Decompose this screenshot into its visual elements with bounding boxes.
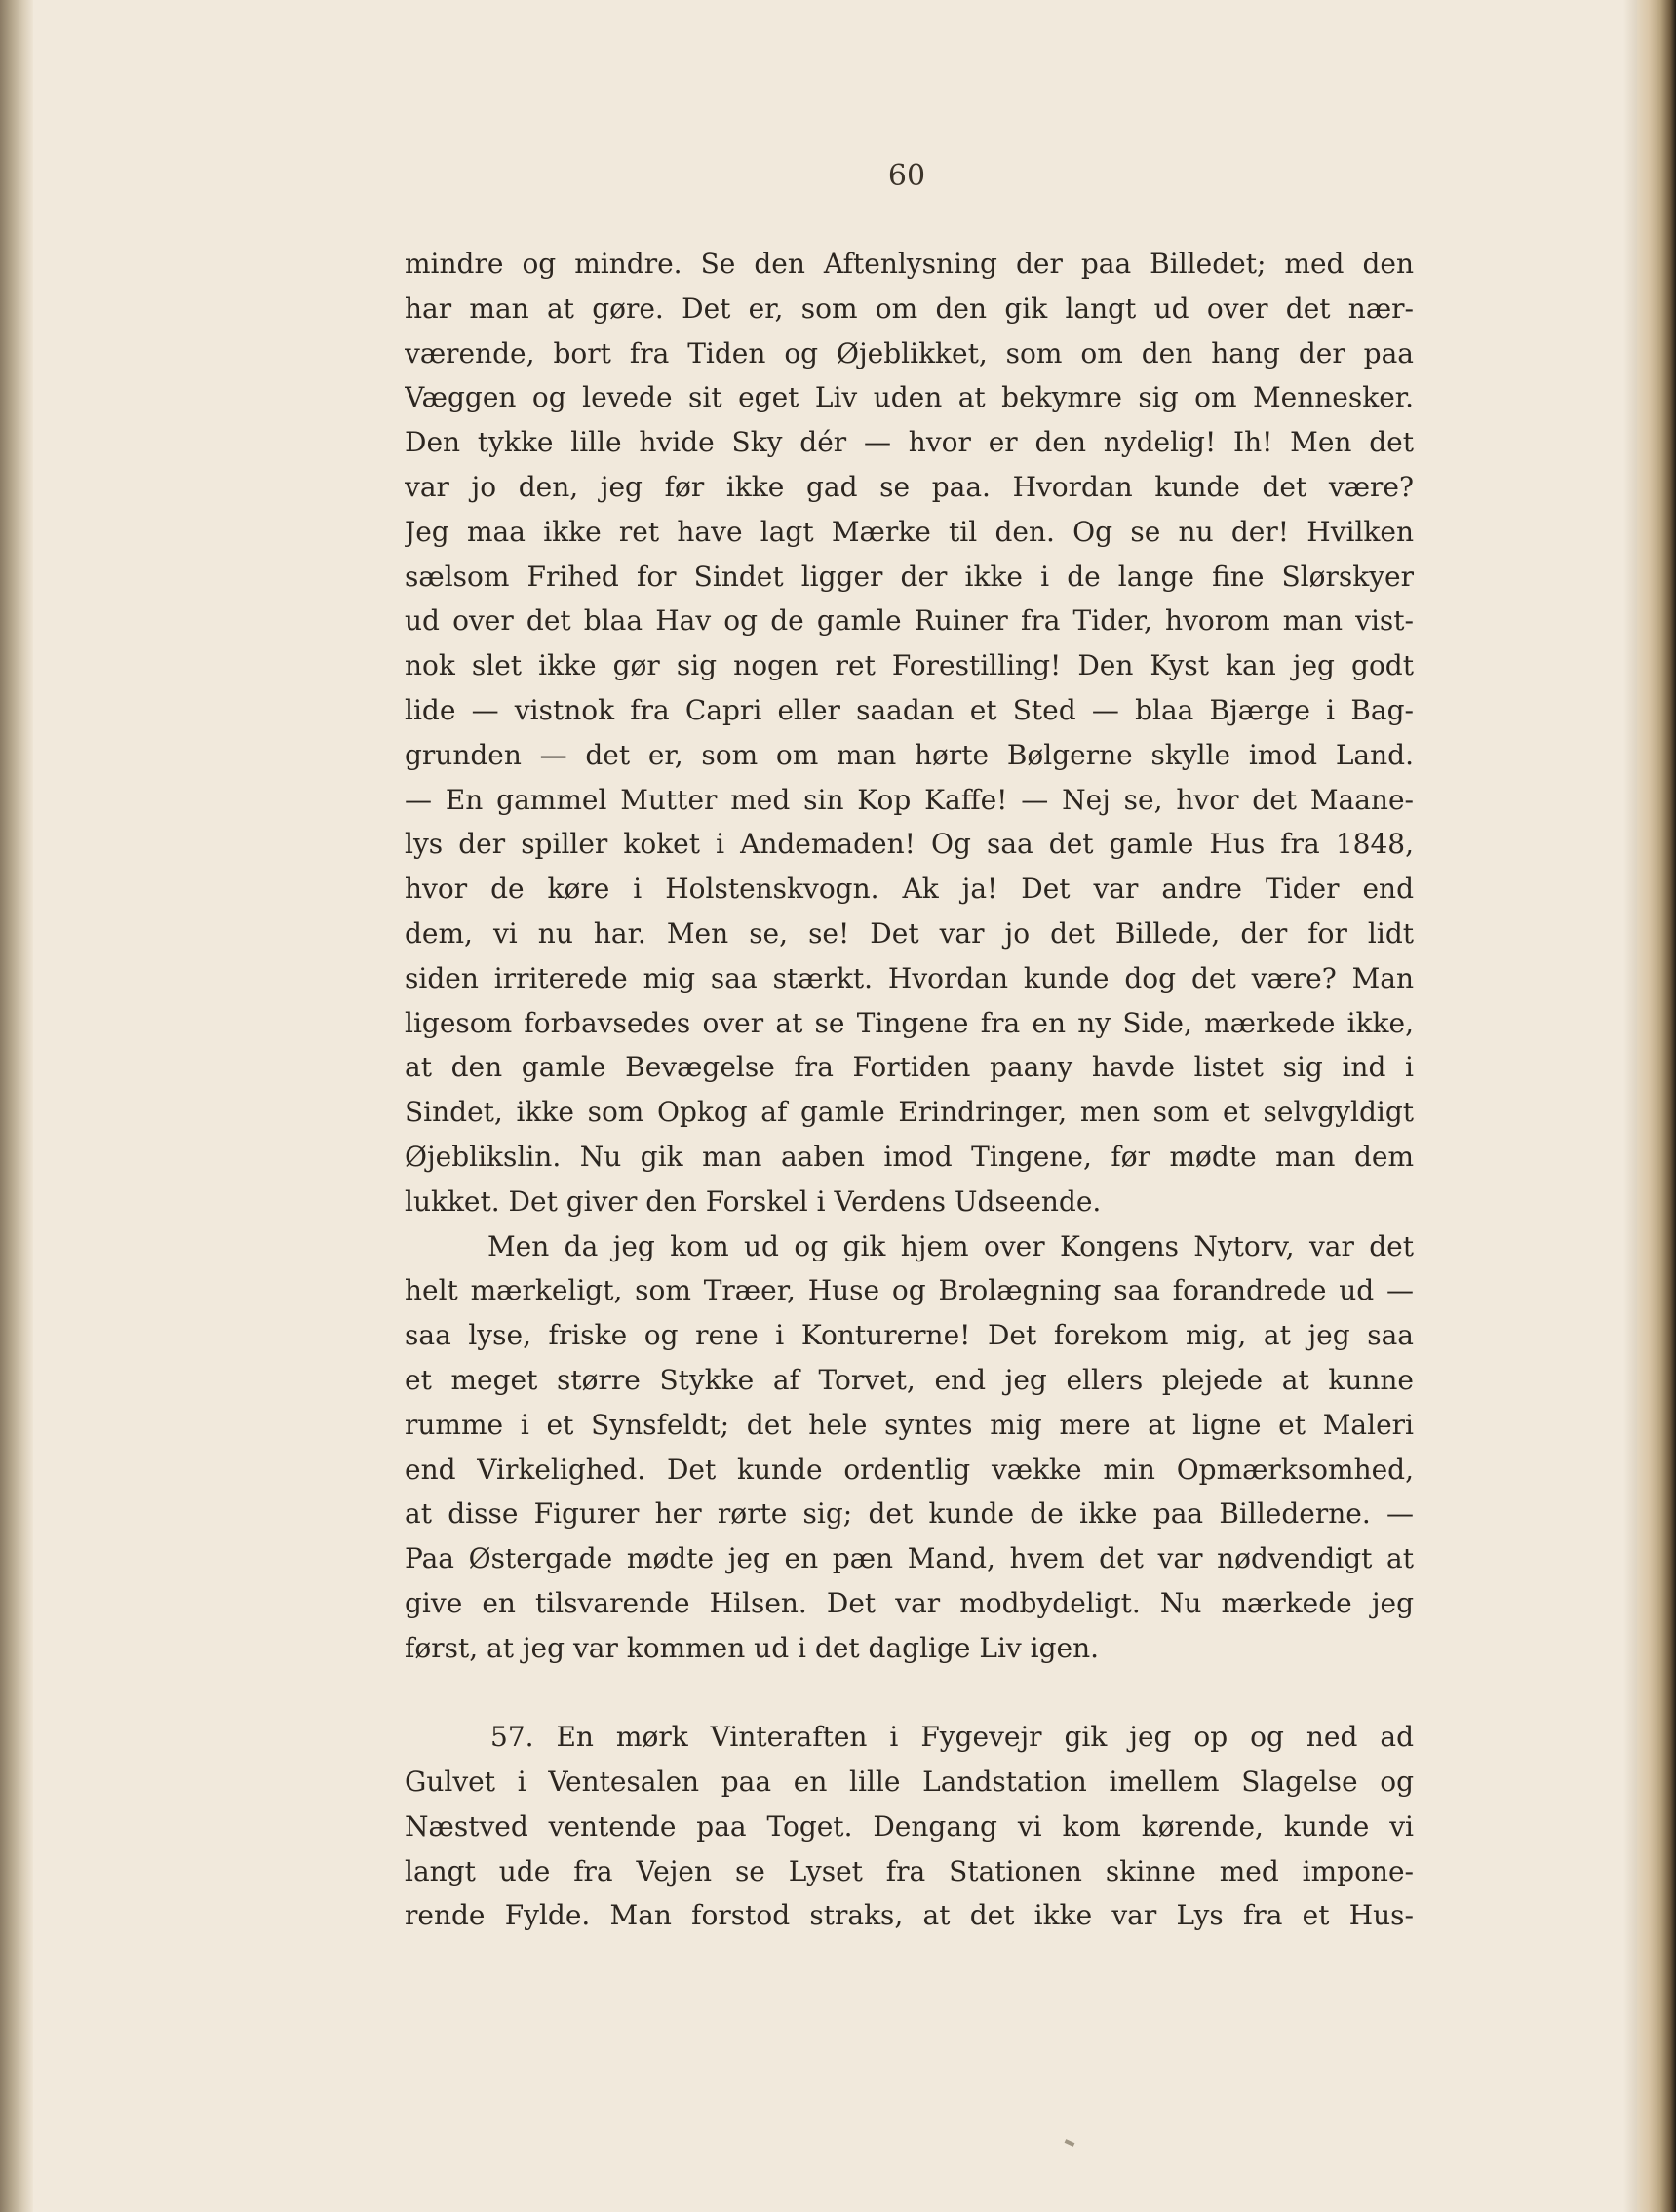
text-line: værende, bort fra Tiden og Øjeblikket, som om den hang der paa	[405, 336, 1414, 369]
text-line: grunden — det er, som om man hørte Bølgerne skylle imod Land.	[405, 738, 1414, 771]
text-line: langt ude fra Vejen se Lyset fra Stationen skinne med impone-	[405, 1854, 1414, 1887]
text-line: ud over det blaa Hav og de gamle Ruiner fra Tider, hvorom man vist-	[405, 604, 1414, 638]
text-line: Gulvet i Ventesalen paa en lille Landstation imellem Slagelse og	[405, 1766, 1414, 1799]
text-line: var jo den, jeg før ikke gad se paa. Hvordan kunde det være?	[405, 470, 1414, 503]
text-line: at den gamle Bevægelse fra Fortiden paany havde listet sig ind i	[405, 1051, 1414, 1084]
text-line: sælsom Frihed for Sindet ligger der ikke i de lange fine Slørskyer	[405, 560, 1414, 593]
page-binding-edge	[0, 0, 33, 2212]
text-line: Væggen og levede sit eget Liv uden at bekymre sig om Mennesker.	[405, 381, 1414, 414]
text-line: har man at gøre. Det er, som om den gik langt ud over det nær-	[405, 291, 1414, 325]
text-line: Øjeblikslin. Nu gik man aaben imod Tingene, før mødte man dem	[405, 1140, 1414, 1173]
text-line: nok slet ikke gør sig nogen ret Forestilling! Den Kyst kan jeg godt	[405, 649, 1414, 682]
ink-speck	[1065, 2139, 1075, 2147]
text-line: Næstved ventende paa Toget. Dengang vi kom kørende, kunde vi	[405, 1809, 1414, 1843]
text-line: rumme i et Synsfeldt; det hele syntes mig mere at ligne et Maleri	[405, 1408, 1414, 1441]
text-line: 57. En mørk Vinteraften i Fygevejr gik jeg op og ned ad	[490, 1721, 1414, 1754]
text-line: først, at jeg var kommen ud i det daglige Liv igen.	[405, 1631, 1100, 1664]
text-line: Paa Østergade mødte jeg en pæn Mand, hvem det var nødvendigt at	[405, 1542, 1414, 1575]
text-line: give en tilsvarende Hilsen. Det var modbydeligt. Nu mærkede jeg	[405, 1586, 1414, 1619]
paragraph-gap	[405, 1671, 1414, 1716]
text-line: et meget større Stykke af Torvet, end jeg ellers plejede at kunne	[405, 1363, 1414, 1396]
text-line: Men da jeg kom ud og gik hjem over Kongens Nytorv, var det	[487, 1229, 1414, 1262]
page-edge-shadow	[1623, 0, 1637, 2212]
text-line: ligesom forbavsedes over at se Tingene fra en ny Side, mærkede ikke,	[405, 1006, 1414, 1039]
text-line: hvor de køre i Holstenskvogn. Ak ja! Det var andre Tider end	[405, 873, 1414, 906]
text-line: lide — vistnok fra Capri eller saadan et Sted — blaa Bjærge i Bag-	[405, 693, 1414, 726]
text-line: dem, vi nu har. Men se, se! Det var jo det Billede, der for lidt	[405, 916, 1414, 950]
text-line: rende Fylde. Man forstod straks, at det ikke var Lys fra et Hus-	[405, 1899, 1414, 1932]
body-text	[405, 242, 1414, 1938]
text-line: mindre og mindre. Se den Aftenlysning der paa Billedet; med den	[405, 248, 1414, 280]
page-outer-edge	[1637, 0, 1676, 2212]
text-line: saa lyse, friske og rene i Konturerne! Det forekom mig, at jeg saa	[405, 1319, 1414, 1352]
text-line: Den tykke lille hvide Sky dér — hvor er den nydelig! Ih! Men det	[405, 426, 1414, 459]
paragraph-2	[405, 1224, 1414, 1671]
text-line: siden irriterede mig saa stærkt. Hvordan kunde dog det være? Man	[405, 961, 1414, 994]
text-line: helt mærkeligt, som Træer, Huse og Brolægning saa forandrede ud —	[405, 1274, 1414, 1307]
text-line: end Virkelighed. Det kunde ordentlig vække min Opmærksomhed,	[405, 1453, 1414, 1486]
text-line: lukket. Det giver den Forskel i Verdens Udseende.	[405, 1184, 1102, 1218]
paragraph-1	[405, 242, 1414, 1224]
text-line: Sindet, ikke som Opkog af gamle Erindringer, men som et selvgyldigt	[405, 1096, 1414, 1129]
text-line: lys der spiller koket i Andemaden! Og saa det gamle Hus fra 1848,	[405, 828, 1414, 861]
paragraph-3	[405, 1715, 1414, 1938]
page-number: 60	[887, 159, 926, 193]
text-line: Jeg maa ikke ret have lagt Mærke til den. Og se nu der! Hvilken	[405, 515, 1414, 548]
text-line: — En gammel Mutter med sin Kop Kaffe! — Nej se, hvor det Maane-	[405, 783, 1414, 816]
text-line: at disse Figurer her rørte sig; det kunde de ikke paa Billederne. —	[405, 1497, 1414, 1531]
